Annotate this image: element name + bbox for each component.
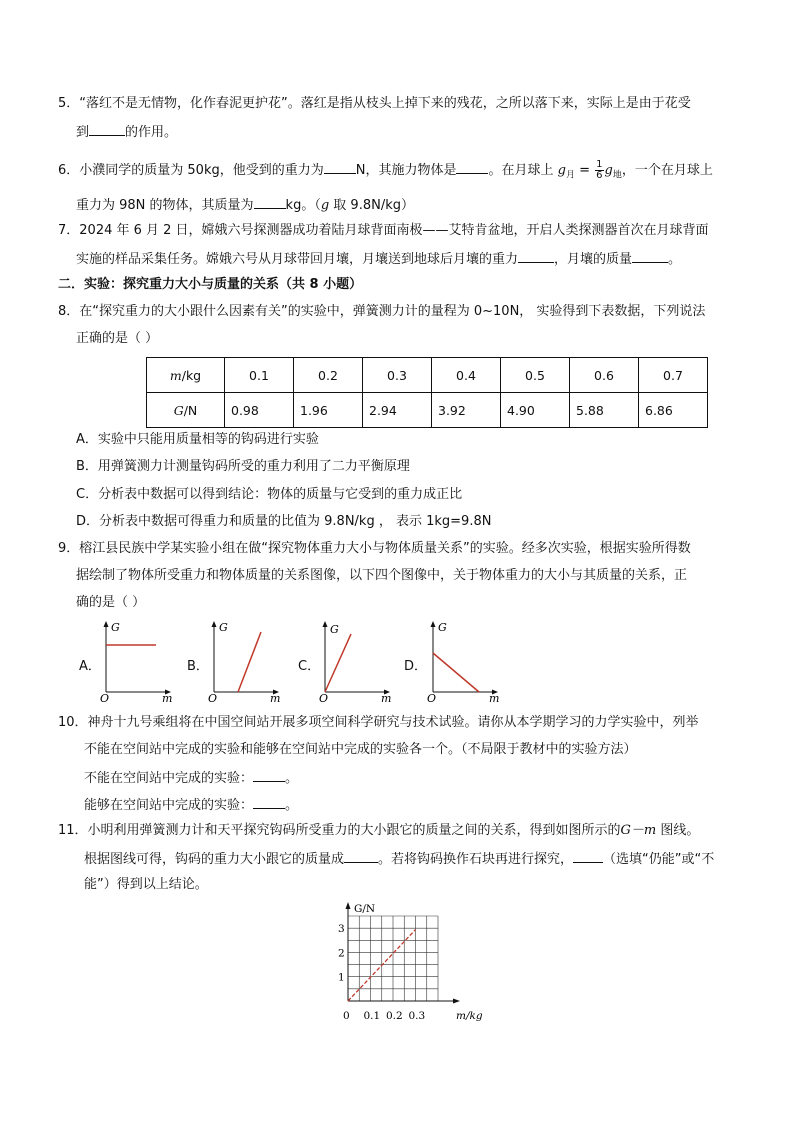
- table-cell: 0.4: [432, 358, 501, 393]
- table-row: [147, 393, 708, 428]
- q6-line2: [76, 195, 414, 215]
- q9-line1: 9．榕江县民族中学某实验小组在做“探究物体重力大小与物体质量关系”的实验。经多次实验，根据实验所得数: [58, 541, 691, 556]
- g-symbol: g: [557, 163, 566, 178]
- q11-text-e: （选填“仍能”或“不: [603, 852, 715, 867]
- mass-unit: /kg: [181, 367, 202, 383]
- graph-b-line: [238, 632, 261, 692]
- q9-option-c[interactable]: C．: [298, 659, 321, 674]
- q10-line4: [84, 795, 298, 815]
- q7-line1: 7．2024 年 6 月 2 日，嫦娥六号探测器成功着陆月球背面南极——艾特肯盆地，开启人类探测器首次在月球背面: [58, 223, 709, 238]
- axis-x-label: m: [270, 692, 281, 702]
- g-m-symbol: G－m: [620, 823, 657, 838]
- axis-y-label: G: [438, 621, 447, 634]
- graph-b[interactable]: [206, 620, 286, 702]
- q6-text-d: ，一个在月球上: [621, 163, 713, 178]
- y-axis-label: G/N: [354, 903, 376, 915]
- q11-text-b: 图线。: [656, 823, 700, 838]
- q10-can-label: 能够在空间站中完成的实验：: [84, 798, 254, 813]
- graph-d-line: [433, 653, 479, 692]
- origin-label: O: [100, 692, 110, 702]
- q5-text: 到: [76, 125, 90, 140]
- q8-option-a[interactable]: A．实验中只能用质量相等的钩码进行实验: [76, 432, 319, 447]
- q6-blank-weight[interactable]: [324, 160, 356, 174]
- q6-text-e: 重力为 98N 的物体，其质量为: [76, 198, 254, 213]
- q6-text-f: kg。（: [285, 198, 321, 213]
- q8-option-d[interactable]: D．分析表中数据可得重力和质量的比值为 9.8N/kg ， 表示 1kg=9.8N: [76, 514, 492, 529]
- q9-option-d[interactable]: D．: [404, 659, 428, 674]
- y-axis-arrow: [346, 902, 351, 909]
- table-row: [147, 358, 708, 393]
- q5-line1: 5．“落红不是无情物，化作春泥更护花”。落红是指从枝头上掉下来的残花，之所以落下来，实际上是由于花受: [58, 96, 691, 111]
- section-heading: 二．实验：探究重力大小与质量的关系（共 8 小题）: [58, 277, 363, 292]
- graph-a[interactable]: [98, 620, 178, 702]
- y-tick-label: 3: [338, 923, 345, 936]
- x-axis-label: m/kg: [456, 1010, 483, 1022]
- q10-blank-can[interactable]: [253, 795, 285, 809]
- data-table: [146, 357, 708, 428]
- axis-y-label: G: [330, 623, 339, 636]
- fraction-num: 1: [596, 159, 603, 170]
- q7-text-a: 实施的样品采集任务。嫦娥六号从月球带回月壤，月壤送到地球后月壤的重力: [76, 252, 519, 267]
- x-tick-label: 0.3: [408, 1010, 426, 1022]
- g-moon-sub: 月: [565, 170, 575, 181]
- q7-text-c: 。: [668, 252, 682, 267]
- q8-option-b[interactable]: B．用弹簧测力计测量钩码所受的重力利用了二力平衡原理: [76, 459, 410, 474]
- q6-blank-mass[interactable]: [254, 195, 286, 209]
- q11-blank-relation[interactable]: [344, 849, 378, 863]
- q9-option-a[interactable]: A．: [79, 659, 101, 674]
- q11-text-c: 根据图线可得，钩码的重力大小跟它的质量成: [84, 852, 345, 867]
- x-tick-label: 0.1: [363, 1010, 381, 1022]
- g-symbol: g: [320, 198, 330, 213]
- graph-c-line: [325, 634, 351, 692]
- q10-blank-cannot[interactable]: [253, 768, 285, 782]
- table-cell: 4.90: [501, 393, 570, 428]
- q9-line2: 据绘制了物体所受重力和物体质量的关系图像，以下四个图像中，关于物体重力的大小与其质量的关系，正: [76, 568, 688, 583]
- q11-line2: [84, 849, 714, 869]
- axis-x-label: m: [162, 692, 173, 702]
- table-cell: 3.92: [432, 393, 501, 428]
- q6-text-c: 。在月球上: [488, 163, 554, 178]
- g-symbol: g: [604, 163, 613, 178]
- table-cell: 0.1: [225, 358, 294, 393]
- q10-line1: 10．神舟十九号乘组将在中国空间站开展多项空间科学研究与技术试验。请你从本学期学习的力学实验中，列举: [58, 715, 699, 730]
- q11-text-d: 。若将钩码换作石块再进行探究，: [378, 852, 574, 867]
- table-cell: 6.86: [639, 393, 708, 428]
- q9-option-b[interactable]: B．: [187, 659, 209, 674]
- q5-blank[interactable]: [89, 122, 125, 136]
- table-cell: 0.98: [225, 393, 294, 428]
- graph-grid: [348, 916, 438, 1001]
- table-cell: 5.88: [570, 393, 639, 428]
- axis-x-label: m: [489, 692, 500, 702]
- table-cell: 0.3: [363, 358, 432, 393]
- mass-symbol: m: [169, 367, 182, 383]
- fraction-den: 6: [596, 170, 603, 181]
- q11-graph: [330, 898, 490, 1026]
- q7-blank-gravity[interactable]: [518, 249, 554, 263]
- table-cell: 1.96: [294, 393, 363, 428]
- q6-text-a: 6．小濮同学的质量为 50kg，他受到的重力为: [58, 163, 324, 178]
- q7-blank-mass[interactable]: [632, 249, 668, 263]
- y-tick-label: 2: [338, 947, 345, 960]
- weight-unit: /N: [183, 402, 198, 418]
- q11-line3: 能”）得到以上结论。: [84, 877, 208, 892]
- table-cell: 0.6: [570, 358, 639, 393]
- q8-option-c[interactable]: C．分析表中数据可以得到结论：物体的质量与它受到的重力成正比: [76, 487, 463, 502]
- x-axis-arrow: [453, 999, 460, 1004]
- q10-cannot-label: 不能在空间站中完成的实验：: [84, 771, 254, 786]
- axis-y-label: G: [111, 621, 120, 634]
- y-tick-label: 1: [338, 971, 345, 984]
- q7-text-b: ，月壤的质量: [554, 252, 633, 267]
- q11-line1: [58, 822, 699, 840]
- g-earth-sub: 地: [612, 170, 622, 181]
- q6-blank-source[interactable]: [456, 160, 488, 174]
- x-tick-label: 0.2: [386, 1010, 403, 1022]
- table-cell: 0.5: [501, 358, 570, 393]
- q5-text-end: 的作用。: [125, 125, 178, 140]
- q7-line2: [76, 249, 681, 269]
- q6-line1: [58, 160, 713, 185]
- weight-symbol: G: [173, 402, 184, 418]
- table-cell: 2.94: [363, 393, 432, 428]
- period: 。: [285, 798, 299, 813]
- q6-text-g: 取 9.8N/kg）: [329, 198, 414, 213]
- graph-c[interactable]: [317, 620, 397, 702]
- table-header-mass: [147, 358, 225, 393]
- q10-line2: 不能在空间站中完成的实验和能够在空间站中完成的实验各一个。（不局限于教材中的实验方法）: [84, 742, 637, 757]
- table-cell: 0.7: [639, 358, 708, 393]
- q9-line3: 确的是（ ）: [76, 595, 146, 610]
- q11-text-a: 11．小明利用弹簧测力计和天平探究钩码所受重力的大小跟它的质量之间的关系，得到如图所示的: [58, 823, 621, 838]
- table-header-weight: [147, 393, 225, 428]
- axis-y-label: G: [219, 621, 228, 634]
- fraction: [595, 160, 603, 181]
- q8-line1: 8．在“探究重力的大小跟什么因素有关”的实验中，弹簧测力计的量程为 0~10N， 实验得到下表数据，下列说法: [58, 304, 706, 319]
- q11-blank-choice[interactable]: [573, 849, 603, 863]
- q6-text-b: N，其施力物体是: [355, 163, 457, 178]
- graph-d[interactable]: [425, 620, 505, 702]
- x-tick-label: 0: [343, 1010, 350, 1022]
- axis-x-label: m: [381, 692, 392, 702]
- q8-line2: 正确的是（ ）: [76, 331, 159, 346]
- equals: =: [579, 163, 591, 178]
- q10-line3: [84, 768, 298, 788]
- table-cell: 0.2: [294, 358, 363, 393]
- q5-line2: [76, 122, 177, 142]
- origin-label: O: [319, 692, 329, 702]
- period: 。: [285, 771, 299, 786]
- origin-label: O: [427, 692, 437, 702]
- origin-label: O: [208, 692, 218, 702]
